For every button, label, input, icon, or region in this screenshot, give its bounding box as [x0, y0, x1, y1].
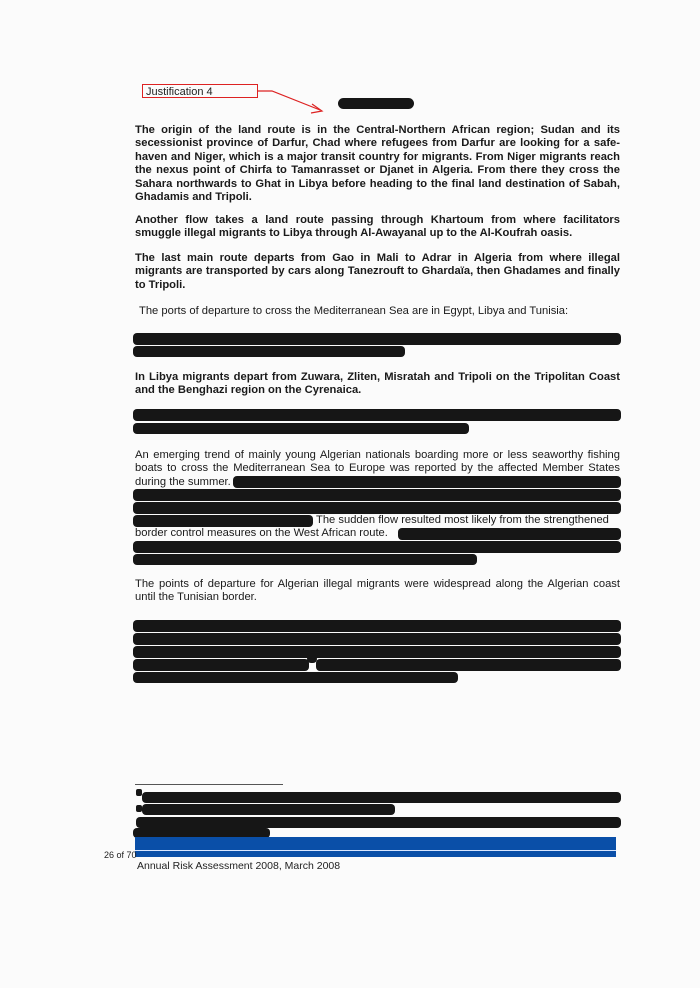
justification-label: Justification 4 [142, 84, 258, 98]
redaction-block [136, 817, 621, 828]
paragraph-gao-route: The last main route departs from Gao in Mali to Adrar in Algeria from where illegal migrants are transported by cars along Tanezrouft to Ghardaïa, then Ghadames and finally to Tripoli. [135, 252, 620, 291]
redaction-block [142, 804, 395, 815]
redaction-block [133, 672, 458, 683]
annotation-arrow-icon [256, 88, 336, 118]
redaction-block [133, 633, 621, 645]
footnote-separator [135, 784, 283, 785]
footer-bar [135, 837, 616, 857]
redaction-block [142, 792, 621, 803]
redaction-block [133, 659, 309, 671]
redaction-block [133, 620, 621, 632]
paragraph-algerian-trend-text: An emerging trend of mainly young Algerian nationals boarding more or less seaworthy fishing boats to cross the Mediterranean Sea to Europe was reported by the affected Member States during the summer. [135, 449, 620, 488]
redaction-block [133, 489, 621, 501]
redaction-block [133, 541, 621, 553]
redaction-heading [338, 98, 414, 109]
redaction-block [398, 528, 621, 540]
redaction-block [233, 476, 621, 488]
redaction-block [133, 554, 477, 565]
footer-bar-rule [135, 850, 616, 851]
paragraph-algerian-trend-cont2: border control measures on the West African route. [135, 527, 388, 539]
paragraph-khartoum-flow: Another flow takes a land route passing through Khartoum from where facilitators smuggle illegal migrants to Libya through Al-Awayanal up to the Al-Koufrah oasis. [135, 214, 620, 240]
paragraph-algerian-trend-cont: The sudden flow resulted most likely from the strengthened [316, 514, 609, 526]
redaction-block [133, 502, 621, 514]
page-number: 26 of 70 [104, 850, 137, 860]
redaction-block [133, 409, 621, 421]
redaction-block [316, 659, 621, 671]
redaction-block [133, 346, 405, 357]
paragraph-land-route-origin: The origin of the land route is in the Central-Northern African region; Sudan and its secessionist province of Darfur, Chad where refugees from Darfur are looking for a safe-haven and Niger, which is a major transit country for migrants. From Niger migrants reach the nexus point of Chirfa to Tamanrasset or Djanet in Algeria. From there they cross the Sahara northwards to Ghat in Libya before heading to the final land destination of Sabah, Ghadamis and Tripoli. [135, 124, 620, 204]
redaction-block [133, 646, 621, 658]
redaction-block [133, 423, 469, 434]
paragraph-libya-departures: In Libya migrants depart from Zuwara, Zliten, Misratah and Tripoli on the Tripolitan Coast and the Benghazi region on the Cyrenaica. [135, 371, 620, 397]
redaction-block [133, 515, 313, 527]
paragraph-ports-of-departure: The ports of departure to cross the Mediterranean Sea are in Egypt, Libya and Tunisia: [139, 305, 569, 317]
paragraph-algerian-departures: The points of departure for Algerian illegal migrants were widespread along the Algerian coast until the Tunisian border. [135, 578, 620, 604]
footer-report-title: Annual Risk Assessment 2008, March 2008 [137, 860, 341, 872]
redaction-block [133, 333, 621, 345]
